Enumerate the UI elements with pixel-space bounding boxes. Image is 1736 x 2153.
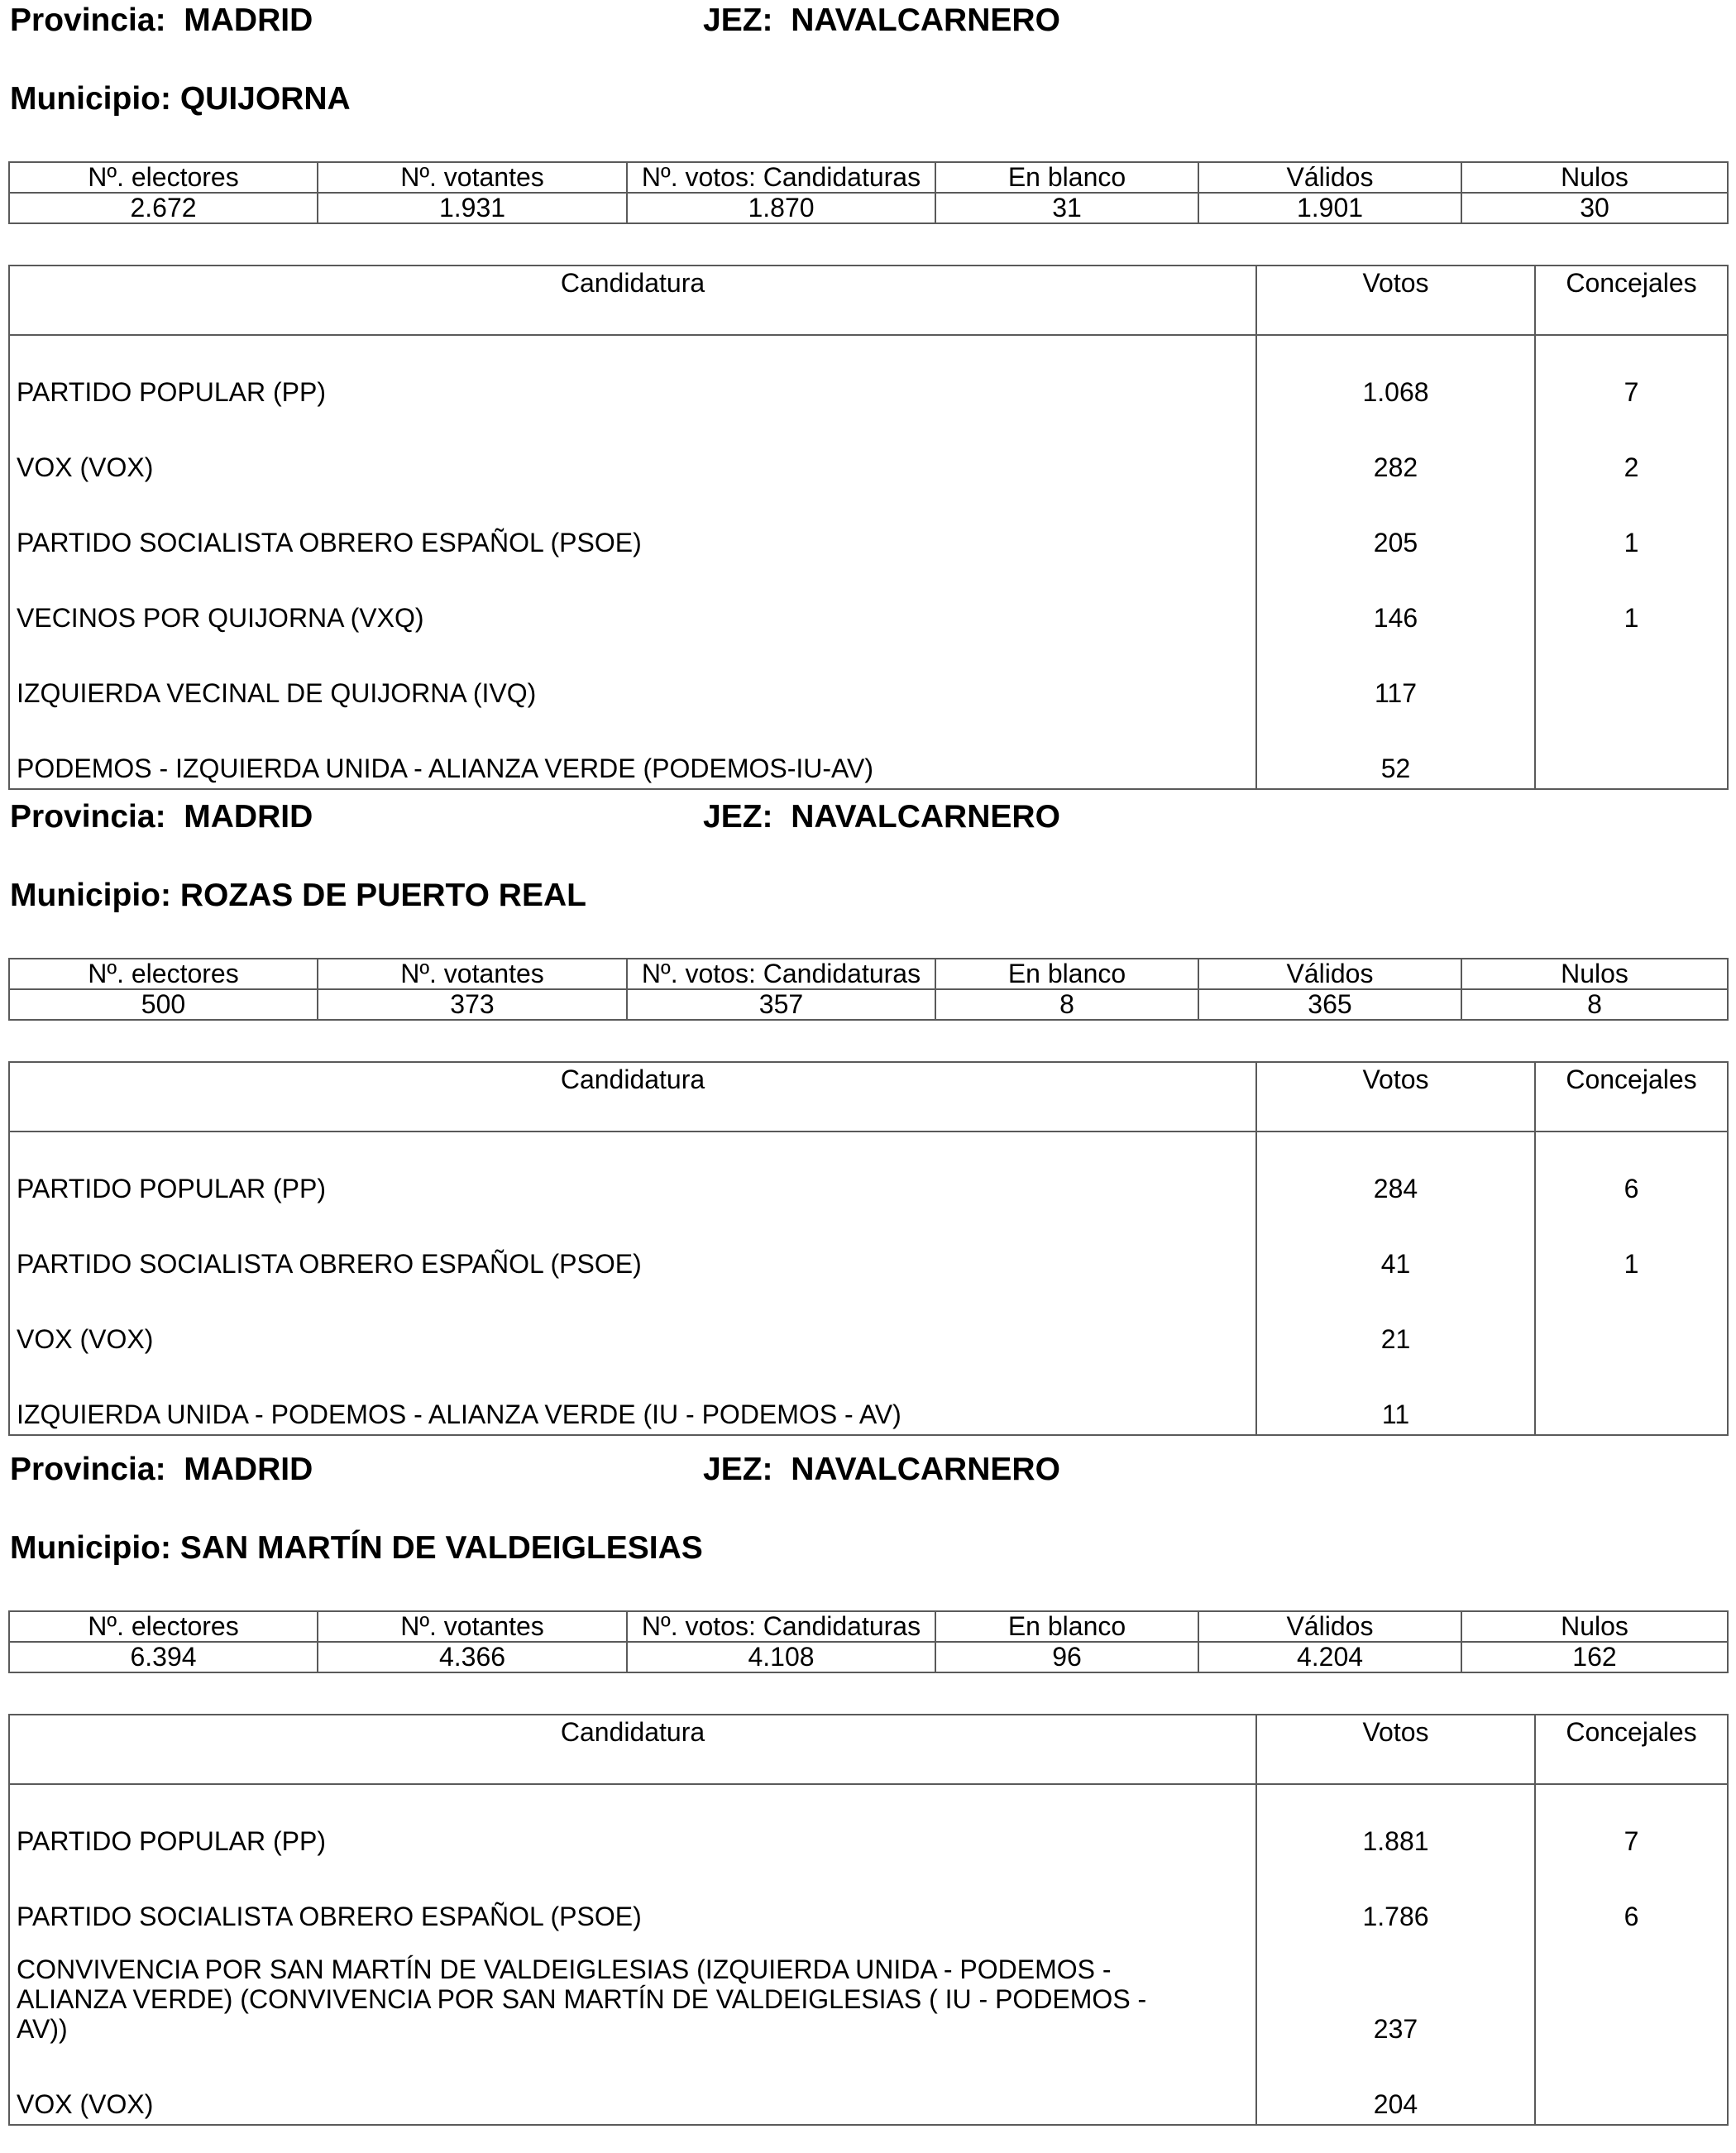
province-line (8, 0, 1727, 41)
candidate-row (9, 638, 1728, 713)
stats-header-validos: Válidos (1198, 162, 1461, 193)
stats-value-votantes: 4.366 (318, 1642, 627, 1672)
province-line (8, 797, 1727, 838)
stats-value-row (9, 193, 1728, 223)
candidate-seats: 7 (1535, 1784, 1728, 1861)
candidate-seats: 1 (1535, 487, 1728, 562)
stats-header-row (9, 959, 1728, 989)
candidate-row (9, 487, 1728, 562)
stats-value-electores: 2.672 (9, 193, 318, 223)
candidate-name: VECINOS POR QUIJORNA (VXQ) (9, 562, 1256, 638)
candidate-name: PARTIDO POPULAR (PP) (9, 1132, 1256, 1208)
stats-value-votos-candidaturas: 357 (627, 989, 935, 1020)
header-concejales: Concejales (1535, 1062, 1728, 1132)
candidate-seats (1535, 2049, 1728, 2125)
candidate-row (9, 713, 1728, 789)
stats-header-votos-candidaturas: Nº. votos: Candidaturas (627, 1611, 935, 1642)
municipality-block-quijorna (8, 0, 1727, 790)
candidate-name: PARTIDO SOCIALISTA OBRERO ESPAÑOL (PSOE) (9, 1861, 1256, 1936)
candidate-seats: 6 (1535, 1861, 1728, 1936)
candidate-votes: 1.881 (1256, 1784, 1535, 1861)
candidate-votes: 205 (1256, 487, 1535, 562)
stats-header-electores: Nº. electores (9, 959, 318, 989)
stats-value-validos: 1.901 (1198, 193, 1461, 223)
header-candidatura: Candidatura (9, 266, 1256, 335)
candidate-seats: 6 (1535, 1132, 1728, 1208)
stats-value-nulos: 162 (1461, 1642, 1728, 1672)
jez-heading: JEZ: NAVALCARNERO (703, 1452, 1060, 1487)
candidates-header-row (9, 1715, 1728, 1784)
stats-header-electores: Nº. electores (9, 1611, 318, 1642)
candidates-table (8, 1714, 1729, 2126)
candidate-row (9, 1284, 1728, 1359)
province-heading: Provincia: MADRID (10, 1452, 313, 1487)
stats-header-validos: Válidos (1198, 959, 1461, 989)
stats-header-nulos: Nulos (1461, 959, 1728, 989)
candidate-votes: 117 (1256, 638, 1535, 713)
candidate-seats: 1 (1535, 562, 1728, 638)
stats-value-electores: 500 (9, 989, 318, 1020)
candidate-row (9, 1936, 1728, 2049)
province-heading: Provincia: MADRID (10, 2, 313, 38)
stats-value-row (9, 989, 1728, 1020)
stats-value-en-blanco: 96 (935, 1642, 1198, 1672)
stats-table (8, 958, 1729, 1021)
province-line (8, 1449, 1727, 1490)
candidate-votes: 1.786 (1256, 1861, 1535, 1936)
stats-header-votantes: Nº. votantes (318, 1611, 627, 1642)
candidate-name: PARTIDO SOCIALISTA OBRERO ESPAÑOL (PSOE) (9, 1208, 1256, 1284)
stats-header-nulos: Nulos (1461, 162, 1728, 193)
municipality-line (8, 1528, 1727, 1569)
candidate-name: PARTIDO POPULAR (PP) (9, 335, 1256, 412)
stats-value-nulos: 8 (1461, 989, 1728, 1020)
header-votos: Votos (1256, 1062, 1535, 1132)
candidate-name: IZQUIERDA VECINAL DE QUIJORNA (IVQ) (9, 638, 1256, 713)
candidate-row (9, 1359, 1728, 1435)
stats-header-row (9, 1611, 1728, 1642)
stats-header-votos-candidaturas: Nº. votos: Candidaturas (627, 959, 935, 989)
candidate-row (9, 1784, 1728, 1861)
municipality-block-rozas-de-puerto-real (8, 797, 1727, 1436)
candidates-header-row (9, 266, 1728, 335)
candidate-row (9, 2049, 1728, 2125)
header-candidatura: Candidatura (9, 1715, 1256, 1784)
stats-value-en-blanco: 31 (935, 193, 1198, 223)
candidate-votes: 284 (1256, 1132, 1535, 1208)
candidate-name: PARTIDO SOCIALISTA OBRERO ESPAÑOL (PSOE) (9, 487, 1256, 562)
candidate-row (9, 335, 1728, 412)
candidates-header-row (9, 1062, 1728, 1132)
stats-value-votantes: 373 (318, 989, 627, 1020)
stats-value-validos: 365 (1198, 989, 1461, 1020)
candidate-seats: 1 (1535, 1208, 1728, 1284)
candidate-votes: 52 (1256, 713, 1535, 789)
candidate-row (9, 562, 1728, 638)
header-candidatura: Candidatura (9, 1062, 1256, 1132)
candidate-seats (1535, 1359, 1728, 1435)
municipality-heading: Municipio: QUIJORNA (10, 81, 351, 117)
jez-heading: JEZ: NAVALCARNERO (703, 2, 1060, 38)
candidate-seats (1535, 1936, 1728, 2049)
candidate-votes: 21 (1256, 1284, 1535, 1359)
candidate-name: CONVIVENCIA POR SAN MARTÍN DE VALDEIGLESIAS (IZQUIERDA UNIDA - PODEMOS - ALIANZA VERDE) (CONVIVENCIA POR SAN MARTÍN DE VALDEIGLESIAS ( IU - PODEMOS - AV)) (9, 1936, 1256, 2049)
stats-header-nulos: Nulos (1461, 1611, 1728, 1642)
stats-value-votos-candidaturas: 4.108 (627, 1642, 935, 1672)
candidate-row (9, 412, 1728, 487)
stats-header-votantes: Nº. votantes (318, 959, 627, 989)
candidate-seats: 2 (1535, 412, 1728, 487)
province-heading: Provincia: MADRID (10, 799, 313, 835)
stats-header-electores: Nº. electores (9, 162, 318, 193)
candidate-seats (1535, 638, 1728, 713)
stats-value-nulos: 30 (1461, 193, 1728, 223)
header-concejales: Concejales (1535, 266, 1728, 335)
stats-header-en-blanco: En blanco (935, 162, 1198, 193)
stats-header-en-blanco: En blanco (935, 959, 1198, 989)
candidate-seats (1535, 713, 1728, 789)
candidate-name: VOX (VOX) (9, 2049, 1256, 2125)
jez-heading: JEZ: NAVALCARNERO (703, 799, 1060, 835)
candidate-votes: 11 (1256, 1359, 1535, 1435)
municipality-heading: Municipio: ROZAS DE PUERTO REAL (10, 878, 586, 913)
candidate-seats: 7 (1535, 335, 1728, 412)
candidate-row (9, 1208, 1728, 1284)
stats-value-validos: 4.204 (1198, 1642, 1461, 1672)
stats-header-votantes: Nº. votantes (318, 162, 627, 193)
candidate-name: PARTIDO POPULAR (PP) (9, 1784, 1256, 1861)
municipality-line (8, 79, 1727, 120)
stats-header-row (9, 162, 1728, 193)
candidate-row (9, 1132, 1728, 1208)
stats-table (8, 161, 1729, 224)
stats-value-votos-candidaturas: 1.870 (627, 193, 935, 223)
candidate-votes: 146 (1256, 562, 1535, 638)
candidate-votes: 1.068 (1256, 335, 1535, 412)
candidate-votes: 282 (1256, 412, 1535, 487)
stats-value-en-blanco: 8 (935, 989, 1198, 1020)
candidate-row (9, 1861, 1728, 1936)
candidate-seats (1535, 1284, 1728, 1359)
candidate-name: VOX (VOX) (9, 412, 1256, 487)
stats-value-electores: 6.394 (9, 1642, 318, 1672)
stats-value-row (9, 1642, 1728, 1672)
candidates-table (8, 265, 1729, 790)
municipality-line (8, 875, 1727, 916)
header-votos: Votos (1256, 1715, 1535, 1784)
stats-header-votos-candidaturas: Nº. votos: Candidaturas (627, 162, 935, 193)
stats-header-validos: Válidos (1198, 1611, 1461, 1642)
municipality-block-san-martin-de-valdeiglesias (8, 1449, 1727, 2126)
municipality-heading: Municipio: SAN MARTÍN DE VALDEIGLESIAS (10, 1530, 703, 1566)
stats-value-votantes: 1.931 (318, 193, 627, 223)
stats-header-en-blanco: En blanco (935, 1611, 1198, 1642)
candidate-votes: 204 (1256, 2049, 1535, 2125)
candidate-votes: 41 (1256, 1208, 1535, 1284)
candidate-votes: 237 (1256, 1936, 1535, 2049)
candidates-table (8, 1061, 1729, 1436)
candidate-name: VOX (VOX) (9, 1284, 1256, 1359)
stats-table (8, 1610, 1729, 1673)
header-concejales: Concejales (1535, 1715, 1728, 1784)
candidate-name: PODEMOS - IZQUIERDA UNIDA - ALIANZA VERDE (PODEMOS-IU-AV) (9, 713, 1256, 789)
candidate-name: IZQUIERDA UNIDA - PODEMOS - ALIANZA VERDE (IU - PODEMOS - AV) (9, 1359, 1256, 1435)
header-votos: Votos (1256, 266, 1535, 335)
